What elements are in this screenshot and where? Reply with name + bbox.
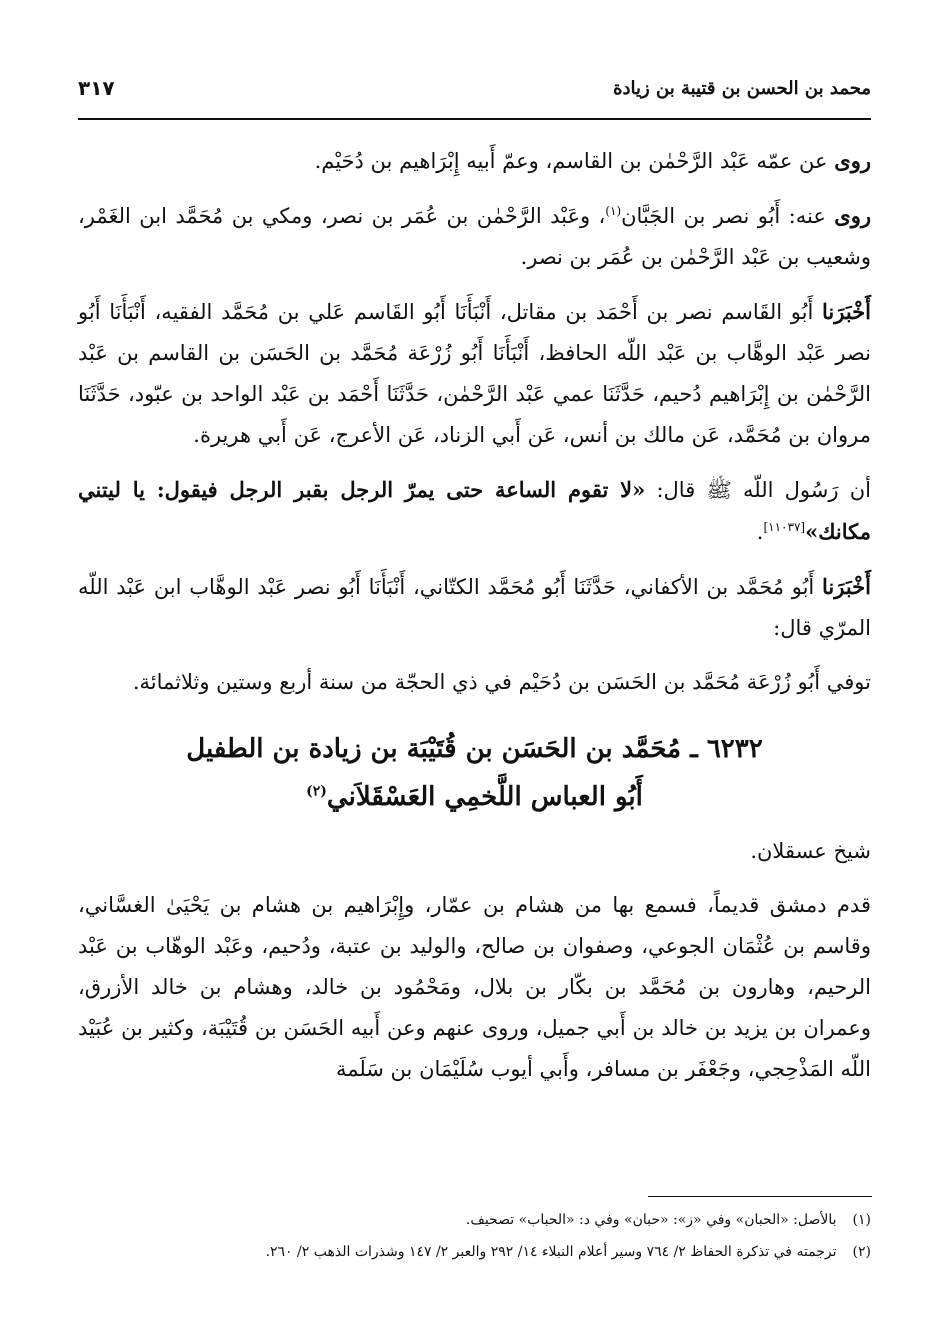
paragraph-text: . — [756, 520, 764, 544]
header-rule — [78, 118, 871, 120]
paragraph-text: أَبُو القَاسم نصر بن أَحْمَد بن مقاتل، أَنْبَأَنَا أَبُو القَاسم عَلي بن مُحَمَّد الفقيه، أَنْبَأَنَا أَبُو نصر عَبْد الوهَّاب بن عَبْد اللّه الحافظ، أَنْبَأَنَا أَبُو زُرْعَة مُحَمَّد بن الحَسَن بن القاسم بن عَبْد الرَّحْمٰن بن إِبْرَاهيم دُحيم، حَدَّثَنَا عمي عَبْد الرَّحْمٰن، حَدَّثَنَا أَحْمَد بن عَبْد الواحد بن عبّود، حَدَّثَنَا مروان بن مُحَمَّد، عَن مالك بن أنس، عَن أَبي الزناد، عَن الأعرج، عَن أَبي هريرة. — [78, 300, 871, 447]
footnote — [78, 1204, 871, 1236]
paragraph-text: قدم دمشق قديماً، فسمع بها من هشام بن عمّار، وإِبْرَاهيم بن هشام بن يَحْيَىٰ الغسَّاني، وقاسم بن عُثْمَان الجوعي، وصفوان بن صالح، والوليد بن عتبة، ودُحيم، وعَبْد الوهّاب بن عَبْد الرحيم، وهارون بن مُحَمَّد بن بكّار بن بلال، ومَحْمُود بن خالد، وهشام بن خالد الأزرق، وعمران بن يزيد بن خالد بن أَبي جميل، وروى عنهم وعن أَبيه الحَسَن بن قُتَيْبَة، وكثير بن عُبَيْد اللّه المَذْحِجي، وجَعْفَر بن مسافر، وأَبي أيوب سُلَيْمَان بن سَلَمة — [78, 893, 871, 1081]
running-header — [78, 70, 871, 110]
paragraph — [78, 662, 871, 703]
footnote-rule — [648, 1196, 872, 1197]
paragraph-lead: أَخْبَرَنا — [822, 299, 871, 324]
footnote — [78, 1236, 871, 1268]
paragraph — [78, 469, 871, 553]
paragraph — [78, 885, 871, 1090]
entry-heading-line2: أَبُو العباس اللَّخمِي العَسْقَلاَني — [326, 782, 643, 812]
entry-heading — [78, 725, 871, 821]
paragraph — [78, 291, 871, 456]
hadith-text: «لا تقوم الساعة حتى يمرّ الرجل بقبر الرجل فيقول: يا ليتني مكانك» — [78, 477, 871, 544]
paragraph-text: أن رَسُول اللّه ﷺ قال: — [645, 478, 871, 502]
main-text — [78, 140, 871, 1103]
paragraph-lead: روى — [834, 203, 872, 228]
paragraph — [78, 195, 871, 278]
paragraph-text: عن عمّه عَبْد الرَّحْمٰن بن القاسم، وعمّ أَبيه إِبْرَاهيم بن دُحَيْم. — [314, 149, 835, 173]
paragraph-text: توفي أَبُو زُرْعَة مُحَمَّد بن الحَسَن بن دُحَيْم في ذي الحجّة من سنة أربع وستين وثلاثمائة. — [132, 670, 871, 694]
running-title: محمد بن الحسن بن قتيبة بن زيادة — [613, 78, 871, 99]
footnote-number: (١) — [852, 1212, 871, 1228]
footnote-ref: (١) — [605, 204, 622, 218]
paragraph — [78, 140, 871, 182]
footnote-text: بالأصل: «الحبان» وفي «ز»: «حبان» وفي د: «الحباب» تصحيف. — [465, 1212, 837, 1228]
paragraph-lead: أَخْبَرَنا — [822, 574, 871, 599]
paragraph — [78, 831, 871, 872]
paragraph — [78, 566, 871, 649]
paragraph-lead: روى — [834, 148, 871, 173]
footnote-number: (٢) — [852, 1244, 871, 1260]
footnote-text: ترجمته في تذكرة الحفاظ ٢/ ٧٦٤ وسير أعلام النبلاء ١٤/ ٢٩٢ والعبر ٢/ ١٤٧ وشذرات الذهب ٢/ ٢٦٠. — [265, 1244, 837, 1260]
hadith-number: [١١٠٣٧] — [763, 520, 806, 534]
paragraph-text: أَبُو مُحَمَّد بن الأكفاني، حَدَّثَنَا أَبُو مُحَمَّد الكتّاني، أَنْبَأَنَا أَبُو نصر عَبْد الوهَّاب ابن عَبْد اللّه المرّي قال: — [78, 575, 871, 640]
paragraph-text: شيخ عسقلان. — [750, 839, 871, 863]
footnotes — [78, 1204, 871, 1268]
paragraph-text: عنه: أَبُو نصر بن الجَبَّان — [621, 204, 835, 228]
paragraph-text: ، وعَبْد الرَّحْمٰن بن عُمَر بن نصر، ومكي بن مُحَمَّد ابن الغَمْر، وشعيب بن عَبْد الرَّحْمٰن بن عُمَر بن نصر. — [78, 204, 871, 269]
page-number: ٣١٧ — [78, 76, 115, 100]
entry-heading-line1: ٦٢٣٢ ـ مُحَمَّد بن الحَسَن بن قُتَيْبَة بن زيادة بن الطفيل — [186, 734, 763, 764]
footnote-ref: (٢) — [306, 783, 327, 800]
